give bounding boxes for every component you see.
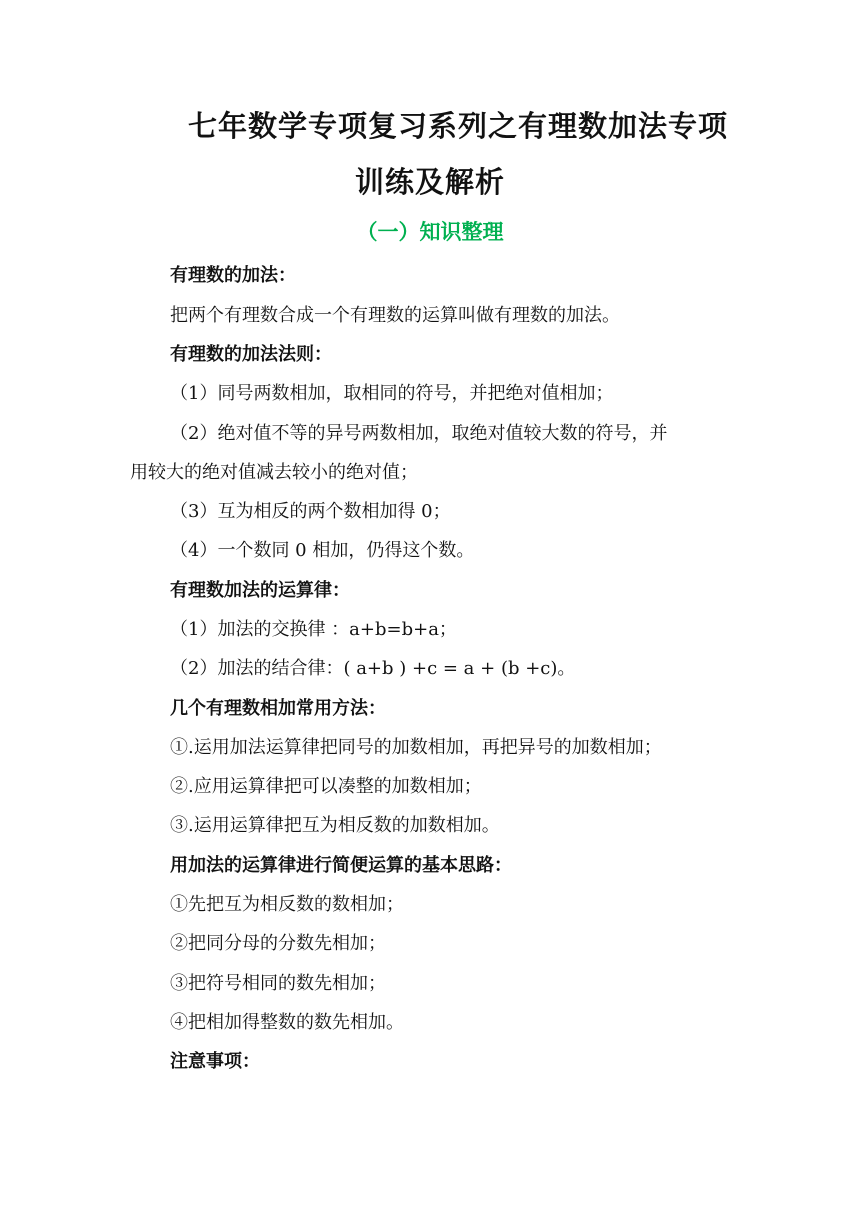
- heading-operation-laws: 有理数加法的运算律：: [170, 580, 350, 601]
- idea-2: ②把同分母的分数先相加；: [170, 933, 386, 954]
- law-commutative: （1）加法的交换律 ：a+b=b+a；: [170, 619, 457, 640]
- rule-4: （4）一个数同 0 相加，仍得这个数。: [170, 540, 475, 561]
- heading-basic-ideas: 用加法的运算律进行简便运算的基本思路：: [170, 855, 512, 876]
- idea-4: ④把相加得整数的数先相加。: [170, 1012, 404, 1033]
- heading-notes: 注意事项：: [170, 1051, 260, 1072]
- rule-2-continued: 用较大的绝对值减去较小的绝对值；: [130, 462, 418, 483]
- law-associative: （2）加法的结合律：( a+b ) +c = a + (b +c)。: [170, 658, 576, 679]
- rule-1: （1）同号两数相加，取相同的符号，并把绝对值相加；: [170, 383, 614, 404]
- heading-common-methods: 几个有理数相加常用方法：: [170, 698, 386, 719]
- rule-2: （2）绝对值不等的异号两数相加，取绝对值较大数的符号，并: [170, 423, 668, 444]
- heading-addition-rules: 有理数的加法法则：: [170, 344, 332, 365]
- heading-rational-addition: 有理数的加法：: [170, 265, 296, 286]
- method-1: ①.运用加法运算律把同号的加数相加，再把异号的加数相加；: [170, 737, 662, 758]
- definition-text: 把两个有理数合成一个有理数的运算叫做有理数的加法。: [170, 305, 620, 326]
- rule-3: （3）互为相反的两个数相加得 0；: [170, 501, 451, 522]
- document-title-line-1: 七年数学专项复习系列之有理数加法专项: [187, 109, 728, 143]
- section-heading: （一）知识整理: [356, 219, 504, 244]
- idea-3: ③把符号相同的数先相加；: [170, 973, 386, 994]
- method-2: ②.应用运算律把可以凑整的加数相加；: [170, 776, 482, 797]
- method-3: ③.运用运算律把互为相反数的加数相加。: [170, 815, 500, 836]
- idea-1: ①先把互为相反数的数相加；: [170, 894, 404, 915]
- document-title-line-2: 训练及解析: [354, 165, 505, 199]
